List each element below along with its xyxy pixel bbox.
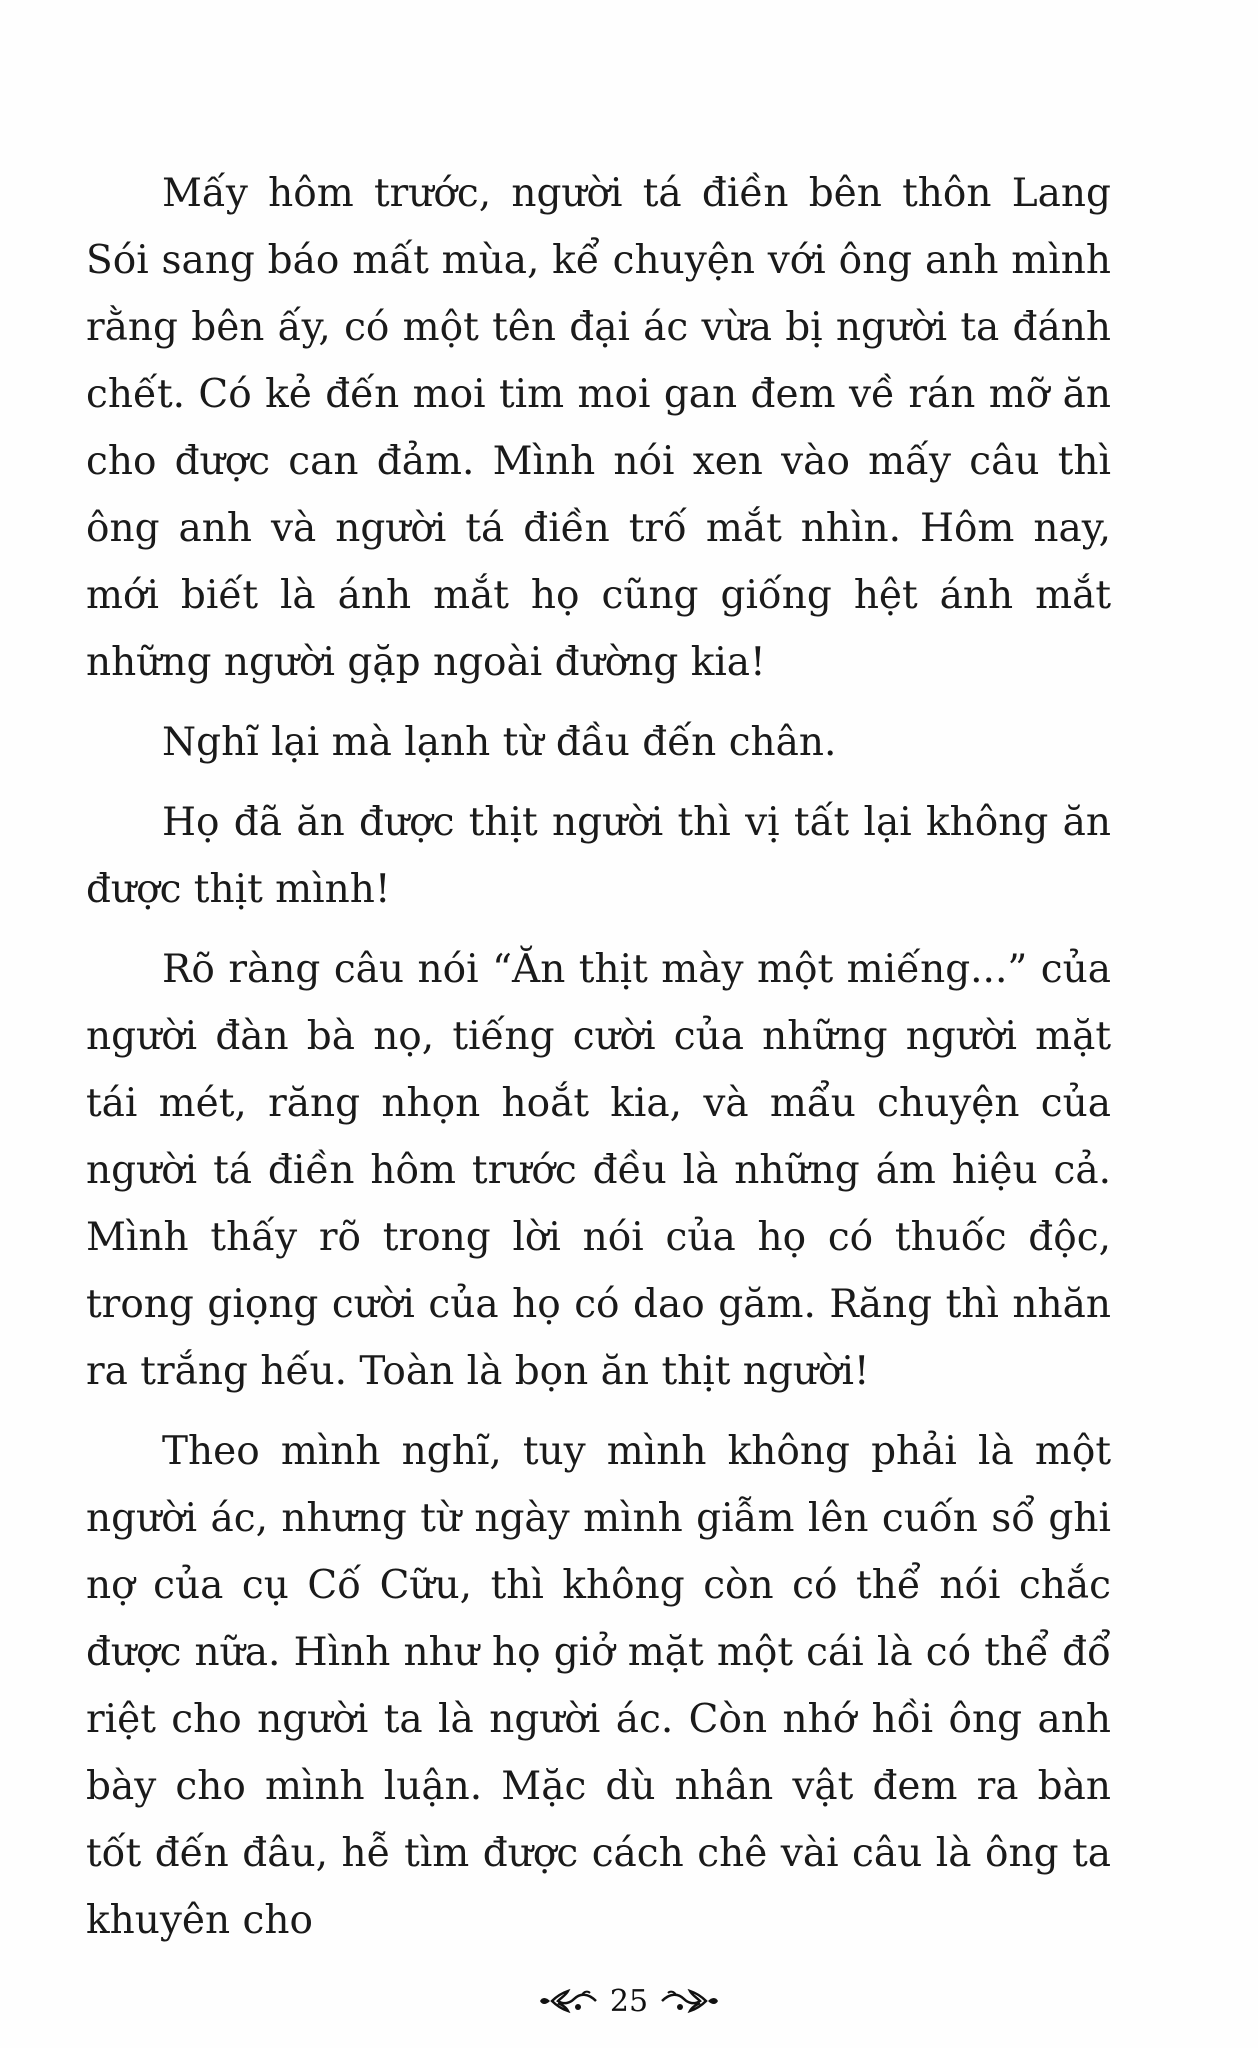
paragraph-4: Rõ ràng câu nói “Ăn thịt mày một miếng...” của người đàn bà nọ, tiếng cười của những người mặt tái mét, răng nhọn hoắt kia, và mẩu chuyện của người tá điền hôm trước đều là những ám hiệu cả. Mình thấy rõ trong lời nói của họ có thuốc độc, trong giọng cười của họ có dao găm. Răng thì nhăn ra trắng hếu. Toàn là bọn ăn thịt người! bbox=[86, 947, 1111, 1394]
paragraph-1: Mấy hôm trước, người tá điền bên thôn Lang Sói sang báo mất mùa, kể chuyện với ông anh mình rằng bên ấy, có một tên đại ác vừa bị người ta đánh chết. Có kẻ đến moi tim moi gan đem về rán mỡ ăn cho được can đảm. Mình nói xen vào mấy câu thì ông anh và người tá điền trố mắt nhìn. Hôm nay, mới biết là ánh mắt họ cũng giống hệt ánh mắt những người gặp ngoài đường kia! bbox=[86, 171, 1111, 685]
floral-ornament-left-icon bbox=[538, 1983, 598, 2019]
page-footer bbox=[0, 1976, 1258, 2026]
page-number: 25 bbox=[609, 1983, 649, 2019]
paragraph-5: Theo mình nghĩ, tuy mình không phải là một người ác, nhưng từ ngày mình giẫm lên cuốn sổ ghi nợ của cụ Cố Cữu, thì không còn có thể nói chắc được nữa. Hình như họ giở mặt một cái là có thể đổ riệt cho người ta là người ác. Còn nhớ hồi ông anh bày cho mình luận. Mặc dù nhân vật đem ra bàn tốt đến đâu, hễ tìm được cách chê vài câu là ông ta khuyên cho bbox=[86, 1429, 1111, 1943]
paragraph-3: Họ đã ăn được thịt người thì vị tất lại không ăn được thịt mình! bbox=[86, 800, 1111, 912]
body-text bbox=[86, 160, 1111, 1954]
paragraph-2: Nghĩ lại mà lạnh từ đầu đến chân. bbox=[162, 720, 837, 765]
floral-ornament-right-icon bbox=[660, 1983, 720, 2019]
